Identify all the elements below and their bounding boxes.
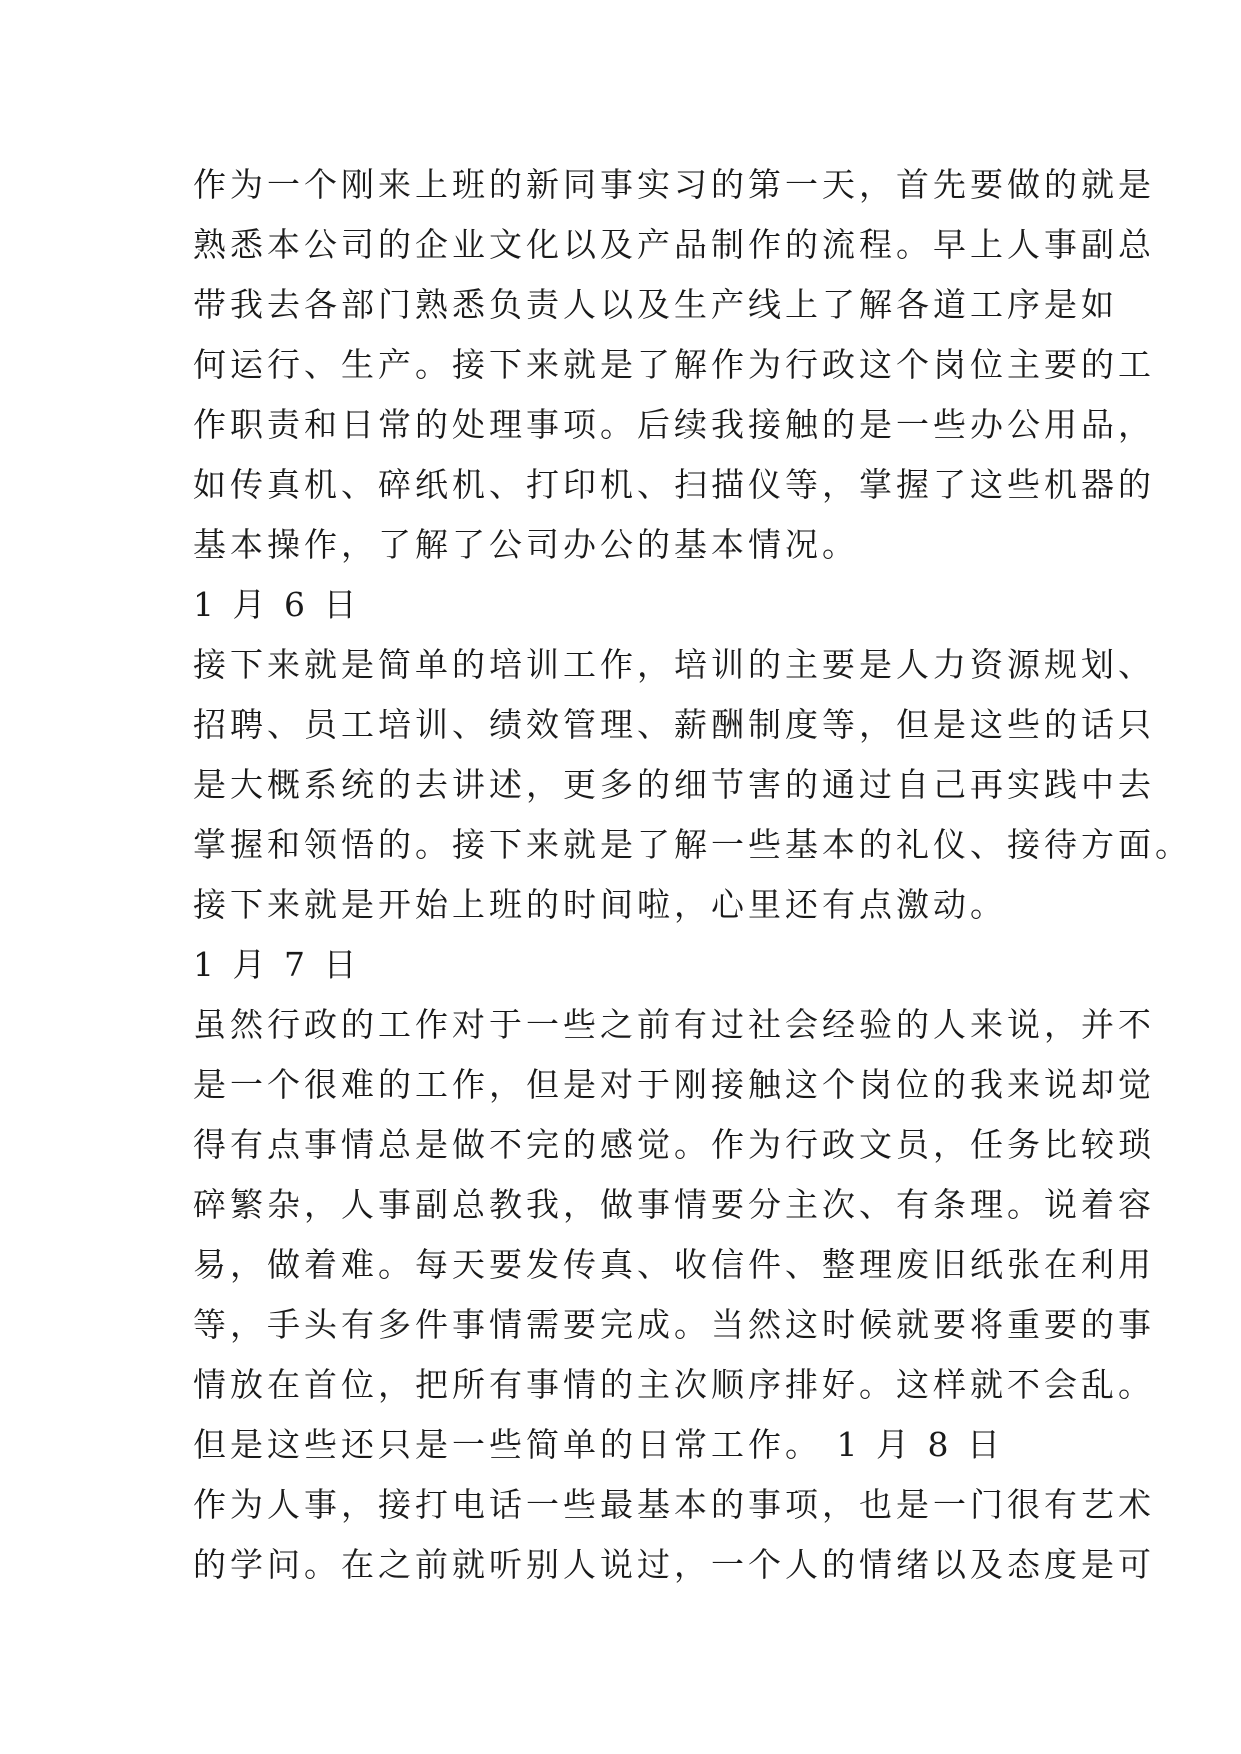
text-line: 作职责和日常的处理事项。后续我接触的是一些办公用品， bbox=[193, 405, 1155, 444]
date-heading: 1 月 6 日 bbox=[193, 585, 361, 624]
text-line: 等，手头有多件事情需要完成。当然这时候就要将重要的事 bbox=[193, 1305, 1155, 1344]
text-line: 虽然行政的工作对于一些之前有过社会经验的人来说，并不 bbox=[193, 1005, 1155, 1044]
text-line: 基本操作，了解了公司办公的基本情况。 bbox=[193, 525, 859, 564]
text-line: 情放在首位，把所有事情的主次顺序排好。这样就不会乱。 bbox=[193, 1365, 1155, 1404]
date-heading: 1 月 7 日 bbox=[193, 945, 361, 984]
body-text bbox=[193, 155, 1192, 1595]
text-line: 接下来就是开始上班的时间啦，心里还有点激动。 bbox=[193, 885, 1007, 924]
text-line: 接下来就是简单的培训工作，培训的主要是人力资源规划、 bbox=[193, 645, 1155, 684]
text-line: 熟悉本公司的企业文化以及产品制作的流程。早上人事副总 bbox=[193, 225, 1155, 264]
text-line: 何运行、生产。接下来就是了解作为行政这个岗位主要的工 bbox=[193, 345, 1155, 384]
text-line: 碎繁杂，人事副总教我，做事情要分主次、有条理。说着容 bbox=[193, 1185, 1155, 1224]
text-line: 易，做着难。每天要发传真、收信件、整理废旧纸张在利用 bbox=[193, 1245, 1155, 1284]
text-line: 掌握和领悟的。接下来就是了解一些基本的礼仪、接待方面。 bbox=[193, 825, 1192, 864]
text-line: 作为人事，接打电话一些最基本的事项，也是一门很有艺术 bbox=[193, 1485, 1155, 1524]
text-line: 得有点事情总是做不完的感觉。作为行政文员，任务比较琐 bbox=[193, 1125, 1155, 1164]
text-line: 带我去各部门熟悉负责人以及生产线上了解各道工序是如 bbox=[193, 285, 1118, 324]
text-line: 如传真机、碎纸机、打印机、扫描仪等，掌握了这些机器的 bbox=[193, 465, 1155, 504]
text-line: 是一个很难的工作，但是对于刚接触这个岗位的我来说却觉 bbox=[193, 1065, 1155, 1104]
text-line: 招聘、员工培训、绩效管理、薪酬制度等，但是这些的话只 bbox=[193, 705, 1155, 744]
text-line: 的学问。在之前就听别人说过，一个人的情绪以及态度是可 bbox=[193, 1545, 1155, 1584]
text-line: 但是这些还只是一些简单的日常工作。 1 月 8 日 bbox=[193, 1425, 1004, 1464]
text-line: 是大概系统的去讲述，更多的细节害的通过自己再实践中去 bbox=[193, 765, 1155, 804]
text-line: 作为一个刚来上班的新同事实习的第一天，首先要做的就是 bbox=[193, 165, 1155, 204]
